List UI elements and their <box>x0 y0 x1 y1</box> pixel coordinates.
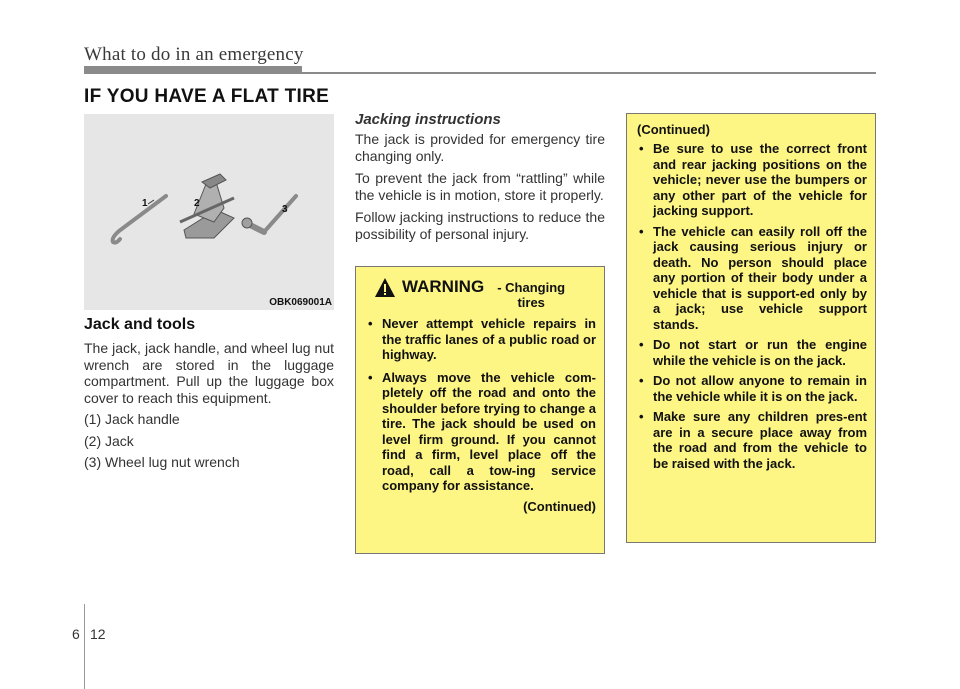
page-number: 12 <box>90 626 106 642</box>
tool-item: (2) Jack <box>84 432 134 449</box>
list-item: • Do not allow anyone to remain in the vehicle while it is on the jack. <box>639 373 867 404</box>
bullet-icon: • <box>639 223 644 239</box>
section-title: IF YOU HAVE A FLAT TIRE <box>84 86 330 107</box>
jacking-paragraph: Follow jacking instructions to reduce the possibility of personal injury. <box>355 209 605 242</box>
warning-box <box>355 266 605 554</box>
list-item: • Always move the vehicle com-pletely off the road and onto the shoulder before trying to change a tire. The jack should be used on level firm ground. If you cannot find a firm, level place off the road, call a tow-ing service company for assistance. <box>368 369 596 493</box>
continued-bullets <box>637 141 867 471</box>
callout-3: 3 <box>282 204 288 215</box>
jacking-section <box>355 111 605 248</box>
jack-handle-shape <box>113 196 166 243</box>
tool-item: (3) Wheel lug nut wrench <box>84 454 240 470</box>
running-header: What to do in an emergency <box>84 44 304 65</box>
figure-caption: OBK069001A <box>269 297 332 308</box>
warning-triangle-icon <box>374 277 396 299</box>
bullet-icon: • <box>368 369 373 385</box>
warning-topic: - Changing tires <box>497 280 566 310</box>
jack-tools-paragraph: The jack, jack handle, and wheel lug nut wrench are stored in the luggage compartment. Pull up the luggage box cover to reach this equipment. <box>84 340 334 406</box>
jacking-paragraph: The jack is provided for emergency tire changing only. <box>355 131 605 164</box>
chapter-number: 6 <box>72 626 80 642</box>
list-item: • The vehicle can easily roll off the jack causing serious injury or death. No person should place any portion of their body under a vehicle that is support-ed only by a jack; use vehicle support stands. <box>639 223 867 332</box>
warning-bullets <box>366 316 596 494</box>
warning-label: WARNING <box>402 277 485 296</box>
jack-tools-figure <box>84 114 334 310</box>
jack-shape <box>180 174 234 238</box>
callout-1: 1 <box>142 198 148 209</box>
jacking-paragraph: To prevent the jack from “rattling” while the vehicle is in motion, store it properly. <box>355 170 605 203</box>
bullet-icon: • <box>639 337 644 352</box>
jacking-heading: Jacking instructions <box>355 111 501 128</box>
list-item: • Do not start or run the engine while the vehicle is on the jack. <box>639 337 867 368</box>
continued-warning-box <box>626 113 876 543</box>
warning-continued: (Continued) <box>523 498 596 514</box>
header-rule <box>84 72 876 74</box>
jack-tools-illustration <box>84 114 334 310</box>
tool-item: (1) Jack handle <box>84 411 180 427</box>
jack-tools-section <box>84 316 334 476</box>
footer-divider <box>84 604 85 689</box>
list-item: • Never attempt vehicle repairs in the traffic lanes of a public road or highway. <box>368 316 596 362</box>
bullet-icon: • <box>639 373 644 388</box>
bullet-icon: • <box>639 409 644 424</box>
list-item: • Make sure any children pres-ent are in a secure place away from the road and from the vehicle to be raised with the jack. <box>639 409 867 471</box>
warning-header <box>366 277 596 310</box>
bullet-icon: • <box>368 316 373 331</box>
list-item: • Be sure to use the correct front and rear jacking positions on the vehicle; never use the bumpers or any other part of the vehicle for jacking support. <box>639 141 867 218</box>
continued-label: (Continued) <box>637 122 710 137</box>
lug-wrench-shape <box>242 196 296 232</box>
jack-tools-heading: Jack and tools <box>84 316 196 333</box>
bullet-icon: • <box>639 141 644 156</box>
callout-2: 2 <box>194 198 200 209</box>
